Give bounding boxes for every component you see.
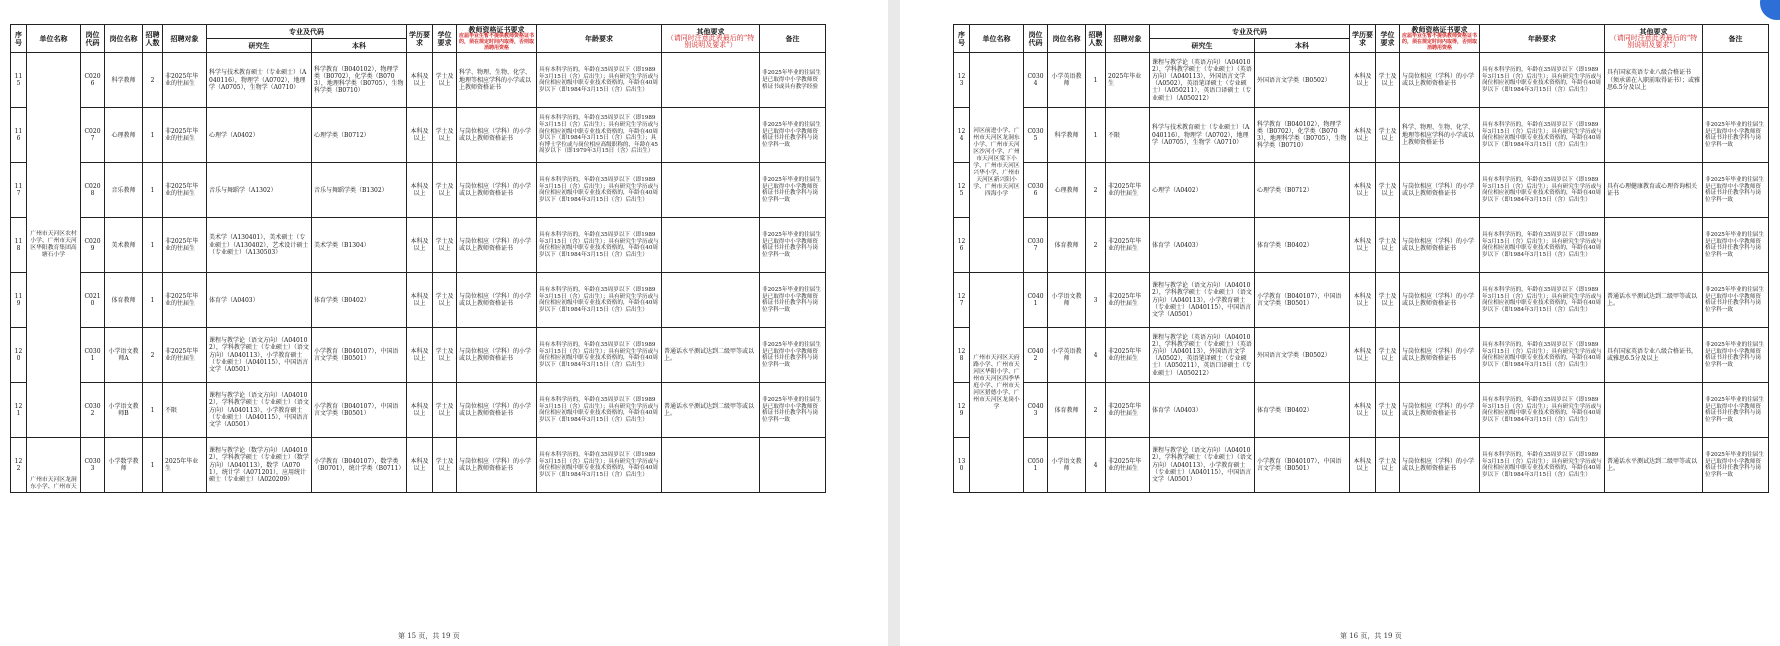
cell-other: 具有国家英语专业八级合格证书，或雅思6.5分及以上	[1605, 328, 1703, 383]
cell-target: 2025年毕业生	[1106, 53, 1150, 108]
cell-graduate-major: 课程与教学论（语文方向）（A040102），学科教学硕士（专业硕士）（语文方向）（A040113），小学教育硕士（专业硕士）（A040115），中国语言文学（A0501）	[1150, 273, 1255, 328]
cell-code: C0303	[81, 438, 105, 493]
cell-certificate: 与岗位相应（学科）的小学或以上教师资格证书	[457, 218, 537, 273]
cell-education: 本科及以上	[1350, 108, 1376, 163]
cell-remark: 非2025年毕业的往届生是已取得中小学教师资格证书并任教学科与岗位学科一致	[760, 108, 826, 163]
cell-education: 本科及以上	[407, 218, 433, 273]
cell-code: C0403	[1024, 383, 1048, 438]
header-grad: 研究生	[207, 39, 312, 53]
header-count: 招聘人数	[1086, 25, 1106, 53]
cell-degree: 学士及以上	[433, 383, 457, 438]
cell-bachelor-major: 科学教育（B040102），物理学类（B0702），化学类（B0703），地理科学类（B0705），生物科学类（B0710）	[312, 53, 407, 108]
page-footer: 第 16 页，共 19 页	[1340, 632, 1402, 640]
cell-age: 具有本科学历的，年龄在35周岁以下（即1989年3月15日（含）后出生）；具有研究生学历或与岗位相应初级中职专业技术资格的，年龄在40周岁以下（即1984年3月15日（含）后出生）	[537, 53, 662, 108]
cell-remark: 非2025年毕业的往届生是已取得中小学教师资格证书并任教学科与岗位学科一致	[1703, 328, 1769, 383]
cell-age: 具有本科学历的，年龄在35周岁以下（即1989年3月15日（含）后出生）；具有研究生学历或与岗位相应初级中职专业技术资格的，年龄在40周岁以下（即1984年3月15日（含）后出生）	[1480, 108, 1605, 163]
cell-age: 具有本科学历的，年龄在35周岁以下（即1989年3月15日（含）后出生）；具有研究生学历或与岗位相应初级中职专业技术资格的，年龄在40周岁以下（即1984年3月15日（含）后出生）	[537, 163, 662, 218]
cell-certificate: 与岗位相应（学科）的小学或以上教师资格证书	[1400, 328, 1480, 383]
cell-code: C0501	[1024, 438, 1048, 493]
header-post: 岗位名称	[1048, 25, 1086, 53]
cell-remark: 非2025年毕业的往届生是已取得中小学教师资格证书并任教学科与岗位学科一致	[1703, 383, 1769, 438]
cell-bachelor-major: 美术学类（B1304）	[312, 218, 407, 273]
cell-certificate: 与岗位相应（学科）的小学或以上教师资格证书	[457, 273, 537, 328]
cell-other: 普通话水平测试达到二级甲等或以上。	[1605, 438, 1703, 493]
cell-remark: 非2025年毕业的往届生是已取得中小学教师资格证书并任教学科与岗位学科一致	[760, 273, 826, 328]
cell-education: 本科及以上	[407, 108, 433, 163]
header-code: 岗位代码	[1024, 25, 1048, 53]
cell-remark: 非2025年毕业的往届生是已取得中小学教师资格证书并任教学科与岗位学科一致	[760, 218, 826, 273]
cell-seq: 121	[11, 383, 27, 438]
cell-target: 非2025年毕业的往届生	[163, 108, 207, 163]
cell-education: 本科及以上	[1350, 438, 1376, 493]
cell-age: 具有本科学历的，年龄在35周岁以下（即1989年3月15日（含）后出生）；具有研究生学历或与岗位相应初级中职专业技术资格的，年龄在40周岁以下（即1984年3月15日（含）后出生）	[537, 328, 662, 383]
cell-graduate-major: 课程与教学论（语文方向）（A040102），学科教学硕士（专业硕士）（语文方向）（A040113），小学教育硕士（专业硕士）（A040115），中国语言文学（A0501）	[1150, 438, 1255, 493]
cell-education: 本科及以上	[1350, 218, 1376, 273]
cell-code: C0302	[81, 383, 105, 438]
cell-target: 非2025年毕业的往届生	[1106, 438, 1150, 493]
cell-other	[662, 108, 760, 163]
header-edu: 学历要求	[407, 25, 433, 53]
header-other-note: （请同时注意此表最后的“特别说明及要求”）	[1609, 34, 1698, 50]
cell-education: 本科及以上	[1350, 163, 1376, 218]
cell-post: 体育教师	[1048, 383, 1086, 438]
cell-graduate-major: 心理学（A0402）	[207, 108, 312, 163]
cell-bachelor-major: 小学教育（B040107），数学类（B0701），统计学类（B0711）	[312, 438, 407, 493]
table-row	[11, 328, 826, 383]
cell-graduate-major: 科学与技术教育硕士（专业硕士）（A040116），物理学（A0702），地理学（A0705），生物学（A0710）	[207, 53, 312, 108]
cell-remark: 非2025年毕业的往届生是已取得中小学教师资格证书并任教学科与岗位学科一致	[760, 328, 826, 383]
header-remark: 备注	[760, 25, 826, 53]
table-row	[954, 218, 1769, 273]
cell-count: 1	[143, 218, 163, 273]
cell-code: C0208	[81, 163, 105, 218]
cell-target: 非2025年毕业的往届生	[1106, 163, 1150, 218]
header-post: 岗位名称	[105, 25, 143, 53]
table-row	[11, 383, 826, 438]
page-15	[0, 0, 888, 646]
cell-other	[1605, 218, 1703, 273]
cell-seq: 126	[954, 218, 970, 273]
header-code: 岗位代码	[81, 25, 105, 53]
table-row	[11, 218, 826, 273]
cell-age: 具有本科学历的，年龄在35周岁以下（即1989年3月15日（含）后出生）；具有研究生学历或与岗位相应初级中职专业技术资格的，年龄在40周岁以下（即1984年3月15日（含）后出生）	[1480, 273, 1605, 328]
header-other	[662, 25, 760, 53]
header-cert	[457, 25, 537, 53]
cell-code: C0307	[1024, 218, 1048, 273]
cell-target: 非2025年毕业的往届生	[163, 218, 207, 273]
cell-seq: 123	[954, 53, 970, 108]
cell-bachelor-major: 心理学类（B0712）	[312, 108, 407, 163]
header-cert	[1400, 25, 1480, 53]
cell-seq: 128	[954, 328, 970, 383]
cell-other: 普通话水平测试达到二级甲等或以上。	[662, 383, 760, 438]
cell-bachelor-major: 音乐与舞蹈学类（B1302）	[312, 163, 407, 218]
cell-seq: 124	[954, 108, 970, 163]
cell-remark: 非2025年毕业的往届生是已取得中小学教师资格证书并任教学科与岗位学科一致	[1703, 108, 1769, 163]
cell-degree: 学士及以上	[1376, 438, 1400, 493]
cell-remark: 非2025年毕业的往届生是已取得中小学教师资格证书并任教学科与岗位学科一致	[760, 383, 826, 438]
header-bach: 本科	[1255, 39, 1350, 53]
cell-other	[1605, 383, 1703, 438]
cell-bachelor-major: 体育学类（B0402）	[1255, 218, 1350, 273]
table-row	[954, 273, 1769, 328]
header-major: 专业及代码	[207, 25, 407, 39]
cell-code: C0206	[81, 53, 105, 108]
cell-degree: 学士及以上	[433, 163, 457, 218]
cell-unit: 广州市天河区龙洞东小学、广州市天	[27, 438, 81, 493]
header-edu: 学历要求	[1350, 25, 1376, 53]
header-cert-label: 教师资格证书要求	[1411, 25, 1468, 34]
cell-certificate: 科学、物理、生物、化学、地理等相应学科的小学或以上教师资格证书	[1400, 108, 1480, 163]
cell-target: 不限	[1106, 108, 1150, 163]
page-16	[900, 0, 1780, 646]
cell-seq: 117	[11, 163, 27, 218]
table-row	[954, 163, 1769, 218]
cell-target: 不限	[163, 383, 207, 438]
cell-count: 1	[1086, 108, 1106, 163]
cell-post: 小学语文教师	[1048, 273, 1086, 328]
table-row	[954, 53, 1769, 108]
cell-unit: 广州市天河区天府路小学、广州市天河区华阳小学、广州市天河区四季华庭小学、广州市天河区猎德小学、广州市天河区龙岗小学	[970, 273, 1024, 493]
cell-degree: 学士及以上	[433, 53, 457, 108]
cell-target: 非2025年毕业的往届生	[163, 53, 207, 108]
cell-count: 1	[143, 438, 163, 493]
cell-degree: 学士及以上	[433, 108, 457, 163]
header-degree: 学位要求	[1376, 25, 1400, 53]
cell-certificate: 与岗位相应（学科）的小学或以上教师资格证书	[1400, 163, 1480, 218]
table-row	[954, 108, 1769, 163]
cell-post: 科学教师	[105, 53, 143, 108]
header-degree: 学位要求	[433, 25, 457, 53]
header-cert-label: 教师资格证书要求	[468, 25, 525, 34]
header-other	[1605, 25, 1703, 53]
cell-unit: 河区前进小学、广州市天河区龙洞东小学、广州市天河区沙河小学、广州市天河区棠下小学、广州市天河区兴华小学、广州市天河区新兴阳小学、广州市天河区四海小学	[970, 53, 1024, 273]
header-target: 招聘对象	[163, 25, 207, 53]
cell-remark: 非2025年毕业的往届生是已取得中小学教师资格证书并任教学科与岗位学科一致	[1703, 163, 1769, 218]
cell-count: 1	[143, 163, 163, 218]
cell-age: 具有本科学历的，年龄在35周岁以下（即1989年3月15日（含）后出生）；具有研究生学历或与岗位相应初级中职专业技术资格的，年龄在40周岁以下（即1984年3月15日（含）后出生）	[1480, 163, 1605, 218]
cell-other: 具有国家英语专业八级合格证书（须承诺在入职前取得证书）；或雅思6.5分及以上	[1605, 53, 1703, 108]
header-remark: 备注	[1703, 25, 1769, 53]
header-grad: 研究生	[1150, 39, 1255, 53]
recruitment-table-page-15	[10, 24, 826, 493]
cell-certificate: 与岗位相应（学科）的小学或以上教师资格证书	[457, 163, 537, 218]
cell-degree: 学士及以上	[433, 273, 457, 328]
cell-seq: 130	[954, 438, 970, 493]
cell-code: C0401	[1024, 273, 1048, 328]
cell-degree: 学士及以上	[1376, 328, 1400, 383]
cell-count: 2	[1086, 163, 1106, 218]
cell-degree: 学士及以上	[433, 438, 457, 493]
cell-bachelor-major: 外国语言文学类（B0502）	[1255, 328, 1350, 383]
cell-age: 具有本科学历的，年龄在35周岁以下（即1989年3月15日（含）后出生）；具有研究生学历或与岗位相应初级中职专业技术资格的，年龄在40周岁以下（即1984年3月15日（含）后出生）	[1480, 328, 1605, 383]
cell-graduate-major: 课程与教学论（英语方向）（A040102），学科教学硕士（专业硕士）（英语方向）（A040113），外国语言文学（A0502），英语笔译硕士（专业硕士）（A050211），英语口译硕士（专业硕士）（A050212）	[1150, 53, 1255, 108]
cell-graduate-major: 课程与教学论（英语方向）（A040102），学科教学硕士（专业硕士）（英语方向）（A040113），外国语言文学（A0502），英语笔译硕士（专业硕士）（A050211），英语口译硕士（专业硕士）（A050212）	[1150, 328, 1255, 383]
header-count: 招聘人数	[143, 25, 163, 53]
cell-other	[1605, 108, 1703, 163]
cell-remark: 非2025年毕业的往届生是已取得中小学教师资格证书并任教学科与岗位学科一致	[1703, 218, 1769, 273]
cell-education: 本科及以上	[1350, 273, 1376, 328]
cell-degree: 学士及以上	[433, 218, 457, 273]
cell-graduate-major: 心理学（A0402）	[1150, 163, 1255, 218]
cell-bachelor-major: 小学教育（B040107），中国语言文学类（B0501）	[1255, 273, 1350, 328]
cell-code: C0301	[81, 328, 105, 383]
header-major: 专业及代码	[1150, 25, 1350, 39]
table-row	[11, 438, 826, 493]
cell-age: 具有本科学历的，年龄在35周岁以下（即1989年3月15日（含）后出生）；具有研究生学历或与岗位相应初级中职专业技术资格的，年龄在40周岁以下（即1984年3月15日（含）后出生）	[1480, 383, 1605, 438]
cell-target: 非2025年毕业的往届生	[163, 163, 207, 218]
cell-post: 小学语文教师	[1048, 438, 1086, 493]
header-target: 招聘对象	[1106, 25, 1150, 53]
cell-seq: 118	[11, 218, 27, 273]
cell-graduate-major: 课程与教学论（语文方向）（A040102），学科教学硕士（专业硕士）（语文方向）（A040113），小学教育硕士（专业硕士）（A040115），中国语言文学（A0501）	[207, 383, 312, 438]
cell-graduate-major: 体育学（A0403）	[1150, 218, 1255, 273]
cell-target: 2025年毕业生	[163, 438, 207, 493]
cell-seq: 116	[11, 108, 27, 163]
cell-degree: 学士及以上	[1376, 108, 1400, 163]
cell-graduate-major: 科学与技术教育硕士（专业硕士）（A040116），物理学（A0702），地理学（A0705），生物学（A0710）	[1150, 108, 1255, 163]
cell-age: 具有本科学历的，年龄在35周岁以下（即1989年3月15日（含）后出生）；具有研究生学历或与岗位相应初级中职专业技术资格的，年龄在40周岁以下（即1984年3月15日（含）后出生）；具有博士学位或与岗位相应高级职称的，年龄在45周岁以下（即1979年3月15日（含）后出生）	[537, 108, 662, 163]
page-separator	[888, 0, 900, 646]
table-row	[954, 383, 1769, 438]
cell-bachelor-major: 体育学类（B0402）	[312, 273, 407, 328]
cell-target: 非2025年毕业的往届生	[163, 328, 207, 383]
table-row	[11, 108, 826, 163]
cell-other: 具有心理健康教育或心理咨询相关证书	[1605, 163, 1703, 218]
cell-post: 心理教师	[105, 108, 143, 163]
cell-count: 1	[143, 383, 163, 438]
cell-age: 具有本科学历的，年龄在35周岁以下（即1989年3月15日（含）后出生）；具有研究生学历或与岗位相应初级中职专业技术资格的，年龄在40周岁以下（即1984年3月15日（含）后出生）	[537, 383, 662, 438]
header-unit: 单位名称	[27, 25, 81, 53]
cell-post: 小学英语教师	[1048, 328, 1086, 383]
cell-certificate: 与岗位相应（学科）的小学或以上教师资格证书	[1400, 273, 1480, 328]
cell-count: 2	[143, 53, 163, 108]
cell-age: 具有本科学历的，年龄在35周岁以下（即1989年3月15日（含）后出生）；具有研究生学历或与岗位相应初级中职专业技术资格的，年龄在40周岁以下（即1984年3月15日（含）后出生）	[537, 218, 662, 273]
header-unit: 单位名称	[970, 25, 1024, 53]
cell-certificate: 与岗位相应（学科）的小学或以上教师资格证书	[457, 383, 537, 438]
cell-graduate-major: 美术学（A130401），美术硕士（专业硕士）（A130402），艺术设计硕士（专业硕士）（A130503）	[207, 218, 312, 273]
cell-post: 体育教师	[1048, 218, 1086, 273]
cell-post: 小学语文教师A	[105, 328, 143, 383]
cell-certificate: 与岗位相应（学科）的小学或以上教师资格证书	[457, 108, 537, 163]
cell-target: 非2025年毕业的往届生	[163, 273, 207, 328]
cell-certificate: 与岗位相应（学科）的小学或以上教师资格证书	[457, 438, 537, 493]
cell-post: 小学英语教师	[1048, 53, 1086, 108]
cell-age: 具有本科学历的，年龄在35周岁以下（即1989年3月15日（含）后出生）；具有研究生学历或与岗位相应初级中职专业技术资格的，年龄在40周岁以下（即1984年3月15日（含）后出生）	[537, 273, 662, 328]
cell-remark: 非2025年毕业的往届生是已取得中小学教师资格证书并任教学科与岗位学科一致	[1703, 273, 1769, 328]
cell-code: C0305	[1024, 108, 1048, 163]
cell-seq: 129	[954, 383, 970, 438]
cell-target: 非2025年毕业的往届生	[1106, 218, 1150, 273]
cell-seq: 122	[11, 438, 27, 493]
table-row	[11, 53, 826, 108]
cell-bachelor-major: 体育学类（B0402）	[1255, 383, 1350, 438]
cell-degree: 学士及以上	[1376, 383, 1400, 438]
cell-code: C0207	[81, 108, 105, 163]
cell-target: 非2025年毕业的往届生	[1106, 273, 1150, 328]
page-footer: 第 15 页，共 19 页	[398, 632, 460, 640]
header-other-label: 其他要求	[1639, 26, 1668, 36]
table-row	[11, 273, 826, 328]
cell-certificate: 与岗位相应（学科）的小学或以上教师资格证书	[1400, 218, 1480, 273]
cell-post: 音乐教师	[105, 163, 143, 218]
cell-education: 本科及以上	[1350, 53, 1376, 108]
table-row	[11, 163, 826, 218]
cell-degree: 学士及以上	[1376, 218, 1400, 273]
cell-degree: 学士及以上	[1376, 53, 1400, 108]
cell-age: 具有本科学历的，年龄在35周岁以下（即1989年3月15日（含）后出生）；具有研究生学历或与岗位相应初级中职专业技术资格的，年龄在40周岁以下（即1984年3月15日（含）后出生）	[1480, 438, 1605, 493]
cell-code: C0210	[81, 273, 105, 328]
cell-code: C0209	[81, 218, 105, 273]
cell-post: 科学教师	[1048, 108, 1086, 163]
cell-bachelor-major: 小学教育（B040107），中国语言文学类（B0501）	[312, 383, 407, 438]
cell-unit: 广州市天河区农村小学、广州市天河区华阳教育集团高塘石小学	[27, 53, 81, 438]
cell-post: 心理教师	[1048, 163, 1086, 218]
cell-seq: 127	[954, 273, 970, 328]
cell-post: 体育教师	[105, 273, 143, 328]
header-age: 年龄要求	[1480, 25, 1605, 53]
cell-bachelor-major: 外国语言文学类（B0502）	[1255, 53, 1350, 108]
cell-bachelor-major: 小学教育（B040107），中国语言文学类（B0501）	[312, 328, 407, 383]
recruitment-table-page-16	[953, 24, 1769, 493]
cell-certificate: 与岗位相应（学科）的小学或以上教师资格证书	[1400, 438, 1480, 493]
cell-graduate-major: 体育学（A0403）	[1150, 383, 1255, 438]
cell-other	[662, 218, 760, 273]
cell-graduate-major: 体育学（A0403）	[207, 273, 312, 328]
assistant-button[interactable]	[1760, 0, 1780, 20]
header-seq: 序号	[954, 25, 970, 53]
cell-education: 本科及以上	[407, 383, 433, 438]
cell-other	[662, 273, 760, 328]
cell-age: 具有本科学历的，年龄在35周岁以下（即1989年3月15日（含）后出生）；具有研究生学历或与岗位相应初级中职专业技术资格的，年龄在40周岁以下（即1984年3月15日（含）后出生）	[1480, 53, 1605, 108]
header-cert-note: 应届毕业生暂不提供教师资格证书的，须在规定时间内取得，否则取消聘用资格	[459, 33, 535, 52]
cell-graduate-major: 课程与教学论（语文方向）（A040102），学科教学硕士（专业硕士）（语文方向）（A040113），小学教育硕士（专业硕士）（A040115），中国语言文学（A0501）	[207, 328, 312, 383]
table-row	[954, 328, 1769, 383]
cell-bachelor-major: 科学教育（B040102），物理学类（B0702），化学类（B0703），地理科学类（B0705），生物科学类（B0710）	[1255, 108, 1350, 163]
cell-count: 3	[1086, 273, 1106, 328]
cell-post: 美术教师	[105, 218, 143, 273]
cell-remark: 非2025年毕业的往届生是已取得中小学教师资格证书并任教学科与岗位学科一致	[1703, 438, 1769, 493]
cell-count: 2	[143, 328, 163, 383]
cell-post: 小学数学教师	[105, 438, 143, 493]
cell-education: 本科及以上	[407, 438, 433, 493]
cell-other	[662, 163, 760, 218]
cell-post: 小学语文教师B	[105, 383, 143, 438]
cell-count: 2	[1086, 218, 1106, 273]
cell-education: 本科及以上	[407, 163, 433, 218]
cell-seq: 119	[11, 273, 27, 328]
cell-graduate-major: 课程与教学论（数学方向）（A040102），学科教学硕士（专业硕士）（数学方向）（A040113），数学（A0701），统计学（A071201），应用统计硕士（专业硕士）（A020209）	[207, 438, 312, 493]
header-bach: 本科	[312, 39, 407, 53]
cell-count: 4	[1086, 328, 1106, 383]
cell-count: 1	[143, 108, 163, 163]
cell-degree: 学士及以上	[1376, 163, 1400, 218]
header-other-note: （请同时注意此表最后的“特别说明及要求”）	[666, 34, 755, 50]
cell-other	[662, 438, 760, 493]
cell-degree: 学士及以上	[433, 328, 457, 383]
cell-certificate: 与岗位相应（学科）的小学或以上教师资格证书	[1400, 383, 1480, 438]
cell-bachelor-major: 心理学类（B0712）	[1255, 163, 1350, 218]
cell-certificate: 与岗位相应（学科）的小学或以上教师资格证书	[457, 328, 537, 383]
cell-education: 本科及以上	[1350, 328, 1376, 383]
cell-code: C0304	[1024, 53, 1048, 108]
cell-count: 1	[1086, 53, 1106, 108]
cell-degree: 学士及以上	[1376, 273, 1400, 328]
header-cert-note: 应届毕业生暂不提供教师资格证书的，须在规定时间内取得，否则取消聘用资格	[1402, 33, 1478, 52]
cell-age: 具有本科学历的，年龄在35周岁以下（即1989年3月15日（含）后出生）；具有研究生学历或与岗位相应初级中职专业技术资格的，年龄在40周岁以下（即1984年3月15日（含）后出生）	[537, 438, 662, 493]
header-age: 年龄要求	[537, 25, 662, 53]
table-row	[954, 438, 1769, 493]
cell-count: 2	[1086, 383, 1106, 438]
cell-graduate-major: 音乐与舞蹈学（A1302）	[207, 163, 312, 218]
cell-age: 具有本科学历的，年龄在35周岁以下（即1989年3月15日（含）后出生）；具有研究生学历或与岗位相应初级中职专业技术资格的，年龄在40周岁以下（即1984年3月15日（含）后出生）	[1480, 218, 1605, 273]
cell-certificate: 与岗位相应（学科）的小学或以上教师资格证书	[1400, 53, 1480, 108]
cell-other: 普通话水平测试达到二级甲等或以上。	[662, 328, 760, 383]
cell-education: 本科及以上	[407, 273, 433, 328]
cell-remark: 非2025年毕业的往届生是已取得中小学教师资格证书并任教学科与岗位学科一致	[760, 163, 826, 218]
cell-target: 非2025年毕业的往届生	[1106, 328, 1150, 383]
cell-other: 普通话水平测试达到二级甲等或以上。	[1605, 273, 1703, 328]
cell-remark	[1703, 53, 1769, 108]
cell-count: 4	[1086, 438, 1106, 493]
cell-code: C0306	[1024, 163, 1048, 218]
cell-bachelor-major: 小学教育（B040107），中国语言文学类（B0501）	[1255, 438, 1350, 493]
cell-certificate: 科学、物理、生物、化学、地理等相应学科的小学或以上教师资格证书	[457, 53, 537, 108]
cell-education: 本科及以上	[1350, 383, 1376, 438]
cell-seq: 125	[954, 163, 970, 218]
cell-education: 本科及以上	[407, 53, 433, 108]
cell-code: C0402	[1024, 328, 1048, 383]
header-other-label: 其他要求	[696, 26, 725, 36]
cell-remark: 非2025年毕业的往届生是已取得中小学教师资格证书或具有教学经验	[760, 53, 826, 108]
cell-education: 本科及以上	[407, 328, 433, 383]
cell-count: 1	[143, 273, 163, 328]
header-seq: 序号	[11, 25, 27, 53]
cell-seq: 120	[11, 328, 27, 383]
cell-other	[662, 53, 760, 108]
cell-seq: 115	[11, 53, 27, 108]
cell-remark	[760, 438, 826, 493]
cell-target: 非2025年毕业的往届生	[1106, 383, 1150, 438]
